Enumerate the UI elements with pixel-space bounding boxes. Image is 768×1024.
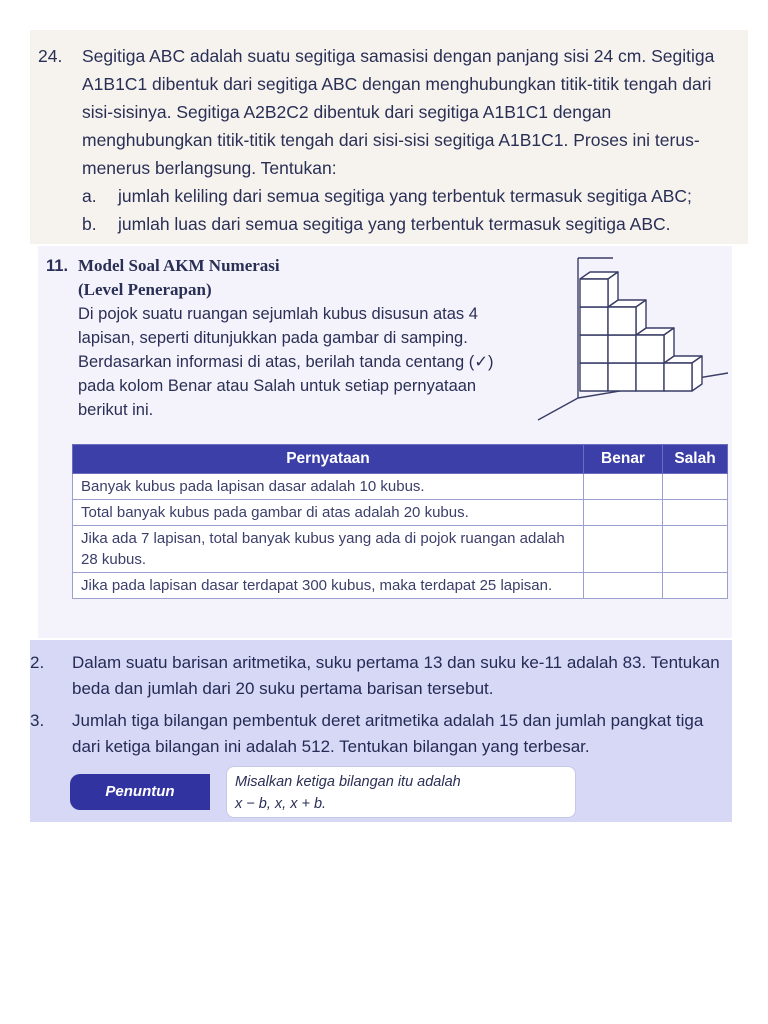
hint-box bbox=[226, 766, 576, 818]
problem-level: (Level Penerapan) bbox=[78, 280, 212, 299]
option-label: a. bbox=[82, 186, 97, 206]
salah-checkbox-cell[interactable] bbox=[663, 474, 728, 500]
problem-3-text: Jumlah tiga bilangan pembentuk deret aritmetika adalah 15 dan jumlah pangkat tiga dari ketiga bilangan ini adalah 512. Tentukan bilangan yang terbesar. bbox=[72, 711, 704, 756]
cube bbox=[608, 300, 646, 335]
problem-11 bbox=[46, 254, 508, 422]
problem-24-line-2: Segitiga A1B1C1 dibentuk dari segitiga ABC dengan menghubungkan titik-titik tengah dari sisi-sisinya. Segitiga A2B2C2 dibentuk dari segitiga A1B1C1 dengan menghubungkan titik-titik tengah dari sisi-sisi segitiga A1B1C1. Proses ini terus-menerus berlangsung. Tentukan: bbox=[82, 46, 715, 178]
statement-cell: Jika pada lapisan dasar terdapat 300 kubus, maka terdapat 25 lapisan. bbox=[73, 573, 584, 599]
problem-number: 24. bbox=[38, 46, 63, 66]
problem-2 bbox=[30, 650, 727, 702]
salah-checkbox-cell[interactable] bbox=[663, 573, 728, 599]
problem-3 bbox=[30, 708, 727, 760]
statement-cell: Jika ada 7 lapisan, total banyak kubus yang ada di pojok ruangan adalah 28 kubus. bbox=[73, 526, 584, 573]
problem-24 bbox=[38, 42, 744, 238]
cube bbox=[580, 272, 618, 307]
problem-title: Model Soal AKM Numerasi bbox=[78, 256, 280, 275]
problem-11-section bbox=[38, 246, 732, 638]
option-label: b. bbox=[82, 214, 97, 234]
benar-checkbox-cell[interactable] bbox=[584, 526, 663, 573]
problem-number: 11. bbox=[46, 257, 69, 275]
salah-checkbox-cell[interactable] bbox=[663, 526, 728, 573]
table-header-row bbox=[73, 445, 728, 474]
hint-line-1: Misalkan ketiga bilangan itu adalah bbox=[235, 774, 461, 790]
table-row bbox=[73, 573, 728, 599]
salah-checkbox-cell[interactable] bbox=[663, 500, 728, 526]
problem-24-section bbox=[30, 30, 748, 244]
option-a bbox=[82, 182, 744, 210]
option-b bbox=[82, 210, 744, 238]
problem-number: 3. bbox=[30, 711, 45, 730]
benar-checkbox-cell[interactable] bbox=[584, 573, 663, 599]
cube bbox=[636, 328, 674, 363]
statement-cell: Total banyak kubus pada gambar di atas adalah 20 kubus. bbox=[73, 500, 584, 526]
benar-checkbox-cell[interactable] bbox=[584, 474, 663, 500]
problem-2-text: Dalam suatu barisan aritmetika, suku pertama 13 dan suku ke-11 adalah 83. Tentukan beda dan jumlah dari 20 suku pertama barisan tersebut. bbox=[72, 653, 720, 698]
problems-2-3-section bbox=[30, 640, 732, 822]
table-row bbox=[73, 474, 728, 500]
hint-label: Penuntun bbox=[70, 774, 210, 810]
stacked-cubes-figure bbox=[533, 248, 733, 423]
header-pernyataan: Pernyataan bbox=[73, 445, 584, 474]
benar-checkbox-cell[interactable] bbox=[584, 500, 663, 526]
problem-24-text bbox=[82, 42, 744, 182]
option-text: jumlah keliling dari semua segitiga yang terbentuk termasuk segitiga ABC; bbox=[118, 186, 692, 206]
problem-paragraph-1: Di pojok suatu ruangan sejumlah kubus disusun atas 4 lapisan, seperti ditunjukkan pada gambar di samping. bbox=[78, 305, 478, 347]
problem-number: 2. bbox=[30, 653, 45, 672]
problem-paragraph-2: Berdasarkan informasi di atas, berilah tanda centang (✓) pada kolom Benar atau Salah untuk setiap pernyataan berikut ini. bbox=[78, 353, 494, 419]
header-benar: Benar bbox=[584, 445, 663, 474]
header-salah: Salah bbox=[663, 445, 728, 474]
table-row bbox=[73, 500, 728, 526]
statement-table bbox=[72, 444, 728, 599]
statement-cell: Banyak kubus pada lapisan dasar adalah 10 kubus. bbox=[73, 474, 584, 500]
hint-line-2: x − b, x, x + b. bbox=[235, 796, 327, 812]
option-text: jumlah luas dari semua segitiga yang terbentuk termasuk segitiga ABC. bbox=[118, 214, 671, 234]
cube bbox=[664, 356, 702, 391]
table-row bbox=[73, 526, 728, 573]
problem-24-line-1: Segitiga ABC adalah suatu segitiga samasisi dengan panjang sisi 24 cm. bbox=[82, 46, 647, 66]
